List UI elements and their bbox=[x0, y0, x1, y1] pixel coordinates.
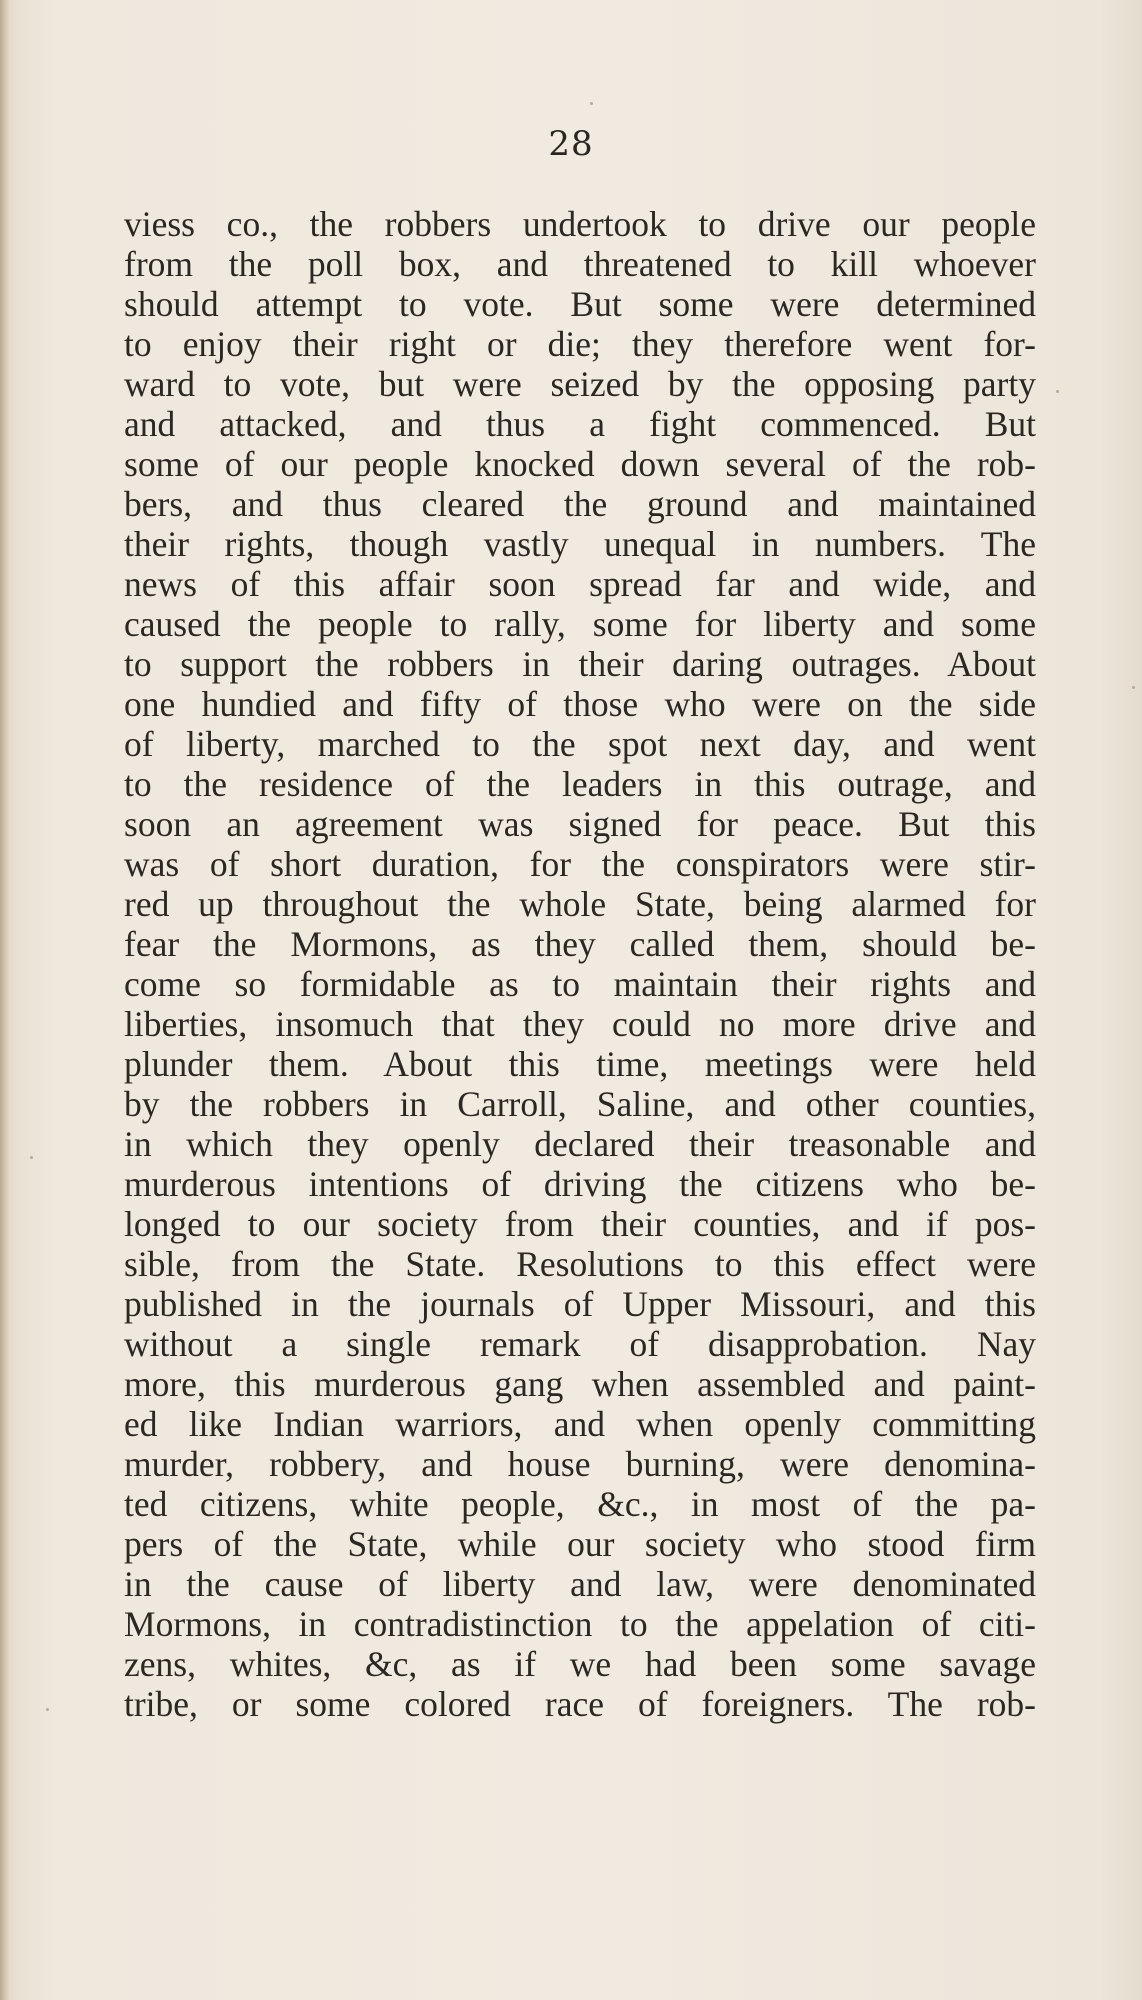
text-line: red up throughout the whole State, being alarmed for bbox=[124, 884, 1036, 924]
text-line: soon an agreement was signed for peace. But this bbox=[124, 804, 1036, 844]
text-line: liberties, insomuch that they could no more drive and bbox=[124, 1004, 1036, 1044]
paper-speck bbox=[1056, 390, 1059, 393]
text-line: published in the journals of Upper Missouri, and this bbox=[124, 1284, 1036, 1324]
paper-speck bbox=[30, 1156, 33, 1159]
text-line: from the poll box, and threatened to kill whoever bbox=[124, 244, 1036, 284]
text-line: come so formidable as to maintain their rights and bbox=[124, 964, 1036, 1004]
text-line: fear the Mormons, as they called them, should be- bbox=[124, 924, 1036, 964]
text-line: zens, whites, &c, as if we had been some savage bbox=[124, 1644, 1036, 1684]
paper-speck bbox=[590, 102, 593, 105]
text-line: by the robbers in Carroll, Saline, and other counties, bbox=[124, 1084, 1036, 1124]
text-line: in which they openly declared their treasonable and bbox=[124, 1124, 1036, 1164]
text-line: murderous intentions of driving the citizens who be- bbox=[124, 1164, 1036, 1204]
text-line: to the residence of the leaders in this outrage, and bbox=[124, 764, 1036, 804]
text-line: more, this murderous gang when assembled and paint- bbox=[124, 1364, 1036, 1404]
text-line: ed like Indian warriors, and when openly committing bbox=[124, 1404, 1036, 1444]
page-gutter-edge bbox=[0, 0, 10, 2000]
text-line: ward to vote, but were seized by the opposing party bbox=[124, 364, 1036, 404]
body-text bbox=[124, 204, 1036, 1724]
text-line: their rights, though vastly unequal in numbers. The bbox=[124, 524, 1036, 564]
text-line: one hundied and fifty of those who were on the side bbox=[124, 684, 1036, 724]
text-line: without a single remark of disapprobation. Nay bbox=[124, 1324, 1036, 1364]
text-line: bers, and thus cleared the ground and maintained bbox=[124, 484, 1036, 524]
text-line: some of our people knocked down several of the rob- bbox=[124, 444, 1036, 484]
text-line: and attacked, and thus a fight commenced. But bbox=[124, 404, 1036, 444]
text-line: plunder them. About this time, meetings were held bbox=[124, 1044, 1036, 1084]
text-line: news of this affair soon spread far and wide, and bbox=[124, 564, 1036, 604]
page-number: 28 bbox=[548, 124, 594, 164]
text-line: to support the robbers in their daring outrages. About bbox=[124, 644, 1036, 684]
text-line: murder, robbery, and house burning, were denomina- bbox=[124, 1444, 1036, 1484]
paper-speck bbox=[1132, 686, 1135, 689]
paper-speck bbox=[46, 1708, 49, 1711]
text-line: caused the people to rally, some for liberty and some bbox=[124, 604, 1036, 644]
text-line: viess co., the robbers undertook to drive our people bbox=[124, 204, 1036, 244]
text-line: was of short duration, for the conspirators were stir- bbox=[124, 844, 1036, 884]
text-line: to enjoy their right or die; they therefore went for- bbox=[124, 324, 1036, 364]
text-line: ted citizens, white people, &c., in most of the pa- bbox=[124, 1484, 1036, 1524]
text-line: sible, from the State. Resolutions to this effect were bbox=[124, 1244, 1036, 1284]
text-line: of liberty, marched to the spot next day, and went bbox=[124, 724, 1036, 764]
text-line: tribe, or some colored race of foreigners. The rob- bbox=[124, 1684, 1036, 1724]
text-line: longed to our society from their counties, and if pos- bbox=[124, 1204, 1036, 1244]
text-line: in the cause of liberty and law, were denominated bbox=[124, 1564, 1036, 1604]
text-line: should attempt to vote. But some were determined bbox=[124, 284, 1036, 324]
text-line: pers of the State, while our society who stood firm bbox=[124, 1524, 1036, 1564]
text-line: Mormons, in contradistinction to the appelation of citi- bbox=[124, 1604, 1036, 1644]
